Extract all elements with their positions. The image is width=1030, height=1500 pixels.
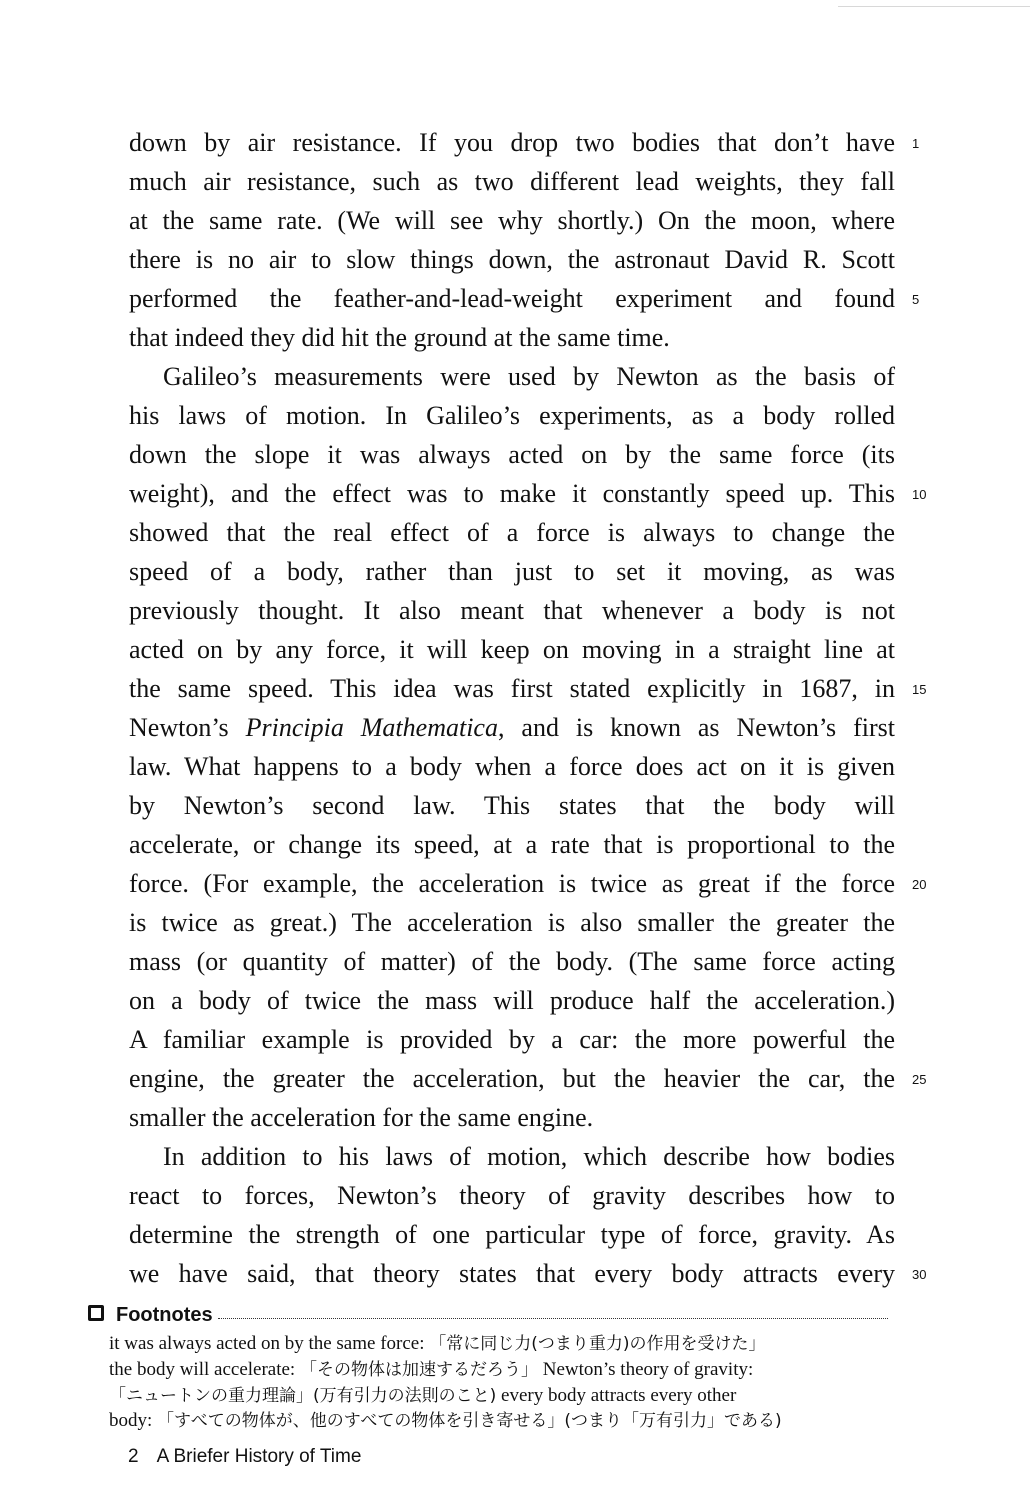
text-line	[129, 748, 895, 786]
text-line	[129, 241, 895, 279]
text-run: is twice as great.) The acceleration is also smaller the greater the	[129, 908, 895, 937]
footnote-japanese: 「その物体は加速するだろう」	[299, 1360, 538, 1380]
text-run: determine the strength of one particular type of force, gravity. As	[129, 1220, 895, 1249]
text-run: , and is known as Newton’s first	[497, 713, 895, 742]
text-run: Galileo’s measurements were used by Newton as the basis of	[163, 362, 895, 391]
text-line	[129, 1177, 895, 1215]
text-line	[129, 319, 895, 357]
checkbox-icon	[88, 1305, 104, 1321]
text-line	[129, 865, 895, 903]
text-run: that indeed they did hit the ground at the same time.	[129, 323, 670, 352]
line-number: 15	[912, 682, 927, 697]
book-title: A Briefer History of Time	[156, 1446, 362, 1467]
footnote-line	[109, 1331, 889, 1356]
text-line	[129, 1099, 895, 1137]
line-number: 1	[912, 136, 920, 151]
footnote-english: every body attracts every other	[496, 1385, 737, 1406]
footnote-english: Newton’s theory of gravity:	[537, 1359, 754, 1380]
text-line	[129, 631, 895, 669]
text-line	[129, 1138, 895, 1176]
text-run: force. (For example, the acceleration is twice as great if the force	[129, 869, 895, 898]
text-run: In addition to his laws of motion, which describe how bodies	[163, 1142, 895, 1171]
text-run: by Newton’s second law. This states that the body will	[129, 791, 895, 820]
footnote-english: the body will accelerate:	[109, 1359, 300, 1380]
text-run: much air resistance, such as two different lead weights, they fall	[129, 167, 895, 196]
text-line	[129, 553, 895, 591]
text-run: acted on by any force, it will keep on moving in a straight line at	[129, 635, 895, 664]
text-run: speed of a body, rather than just to set it moving, as was	[129, 557, 895, 586]
text-run: engine, the greater the acceleration, but the heavier the car, the	[129, 1064, 895, 1093]
page-number: 2	[128, 1446, 139, 1467]
text-line	[129, 904, 895, 942]
text-line	[129, 436, 895, 474]
text-run: showed that the real effect of a force is always to change the	[129, 518, 895, 547]
text-line	[129, 1021, 895, 1059]
text-run: smaller the acceleration for the same engine.	[129, 1103, 594, 1132]
line-number: 20	[912, 877, 927, 892]
text-line	[129, 592, 895, 630]
page-footer	[128, 1443, 361, 1471]
dotted-divider	[218, 1318, 888, 1319]
text-line	[129, 514, 895, 552]
text-line	[129, 163, 895, 201]
footnote-title: Footnotes	[116, 1304, 213, 1326]
footnote-japanese: 「常に同じ力(つまり重力)の作用を受けた」	[429, 1334, 766, 1354]
footnote-header	[88, 1300, 888, 1330]
text-line	[129, 202, 895, 240]
text-run: A familiar example is provided by a car: the more powerful the	[129, 1025, 895, 1054]
text-run: react to forces, Newton’s theory of gravity describes how to	[129, 1181, 895, 1210]
footnote-line	[109, 1408, 889, 1433]
text-line	[129, 1216, 895, 1254]
text-line	[129, 1060, 895, 1098]
text-run: previously thought. It also meant that whenever a body is not	[129, 596, 895, 625]
footnote-japanese: 「すべての物体が、他のすべての物体を引き寄せる」(つまり「万有引力」である)	[157, 1411, 782, 1431]
text-run: the same speed. This idea was first stated explicitly in 1687, in	[129, 674, 895, 703]
text-run: at the same rate. (We will see why shortly.) On the moon, where	[129, 206, 895, 235]
text-line	[129, 1255, 895, 1293]
footnote-japanese: 「ニュートンの重力理論」(万有引力の法則のこと)	[109, 1386, 497, 1406]
text-run: Newton’s	[129, 713, 246, 742]
italic-title: Principia Mathematica	[245, 713, 498, 742]
text-line	[129, 787, 895, 825]
text-run: on a body of twice the mass will produce half the acceleration.)	[129, 986, 895, 1015]
text-run: down by air resistance. If you drop two bodies that don’t have	[129, 128, 895, 157]
text-line	[129, 358, 895, 396]
text-run: down the slope it was always acted on by the same force (its	[129, 440, 895, 469]
text-run: his laws of motion. In Galileo’s experiments, as a body rolled	[129, 401, 895, 430]
text-line	[129, 280, 895, 318]
line-number: 5	[912, 292, 920, 307]
line-number: 25	[912, 1072, 927, 1087]
text-run: weight), and the effect was to make it constantly speed up. This	[129, 479, 895, 508]
text-line	[129, 475, 895, 513]
footnote-english: body:	[109, 1410, 158, 1431]
text-line	[129, 397, 895, 435]
footnote-line	[109, 1357, 889, 1382]
footnote-line	[109, 1383, 889, 1408]
text-line	[129, 124, 895, 162]
text-line	[129, 943, 895, 981]
top-edge-rule	[838, 6, 1030, 7]
text-line	[129, 982, 895, 1020]
line-number: 30	[912, 1267, 927, 1282]
text-line	[129, 670, 895, 708]
text-run: law. What happens to a body when a force does act on it is given	[129, 752, 895, 781]
footnote-english: it was always acted on by the same force:	[109, 1333, 430, 1354]
text-run: we have said, that theory states that every body attracts every	[129, 1259, 895, 1288]
text-run: accelerate, or change its speed, at a rate that is proportional to the	[129, 830, 895, 859]
text-line	[129, 826, 895, 864]
text-run: mass (or quantity of matter) of the body. (The same force acting	[129, 947, 895, 976]
text-line	[129, 709, 895, 747]
text-run: performed the feather-and-lead-weight experiment and found	[129, 284, 895, 313]
line-number: 10	[912, 487, 927, 502]
text-run: there is no air to slow things down, the astronaut David R. Scott	[129, 245, 895, 274]
